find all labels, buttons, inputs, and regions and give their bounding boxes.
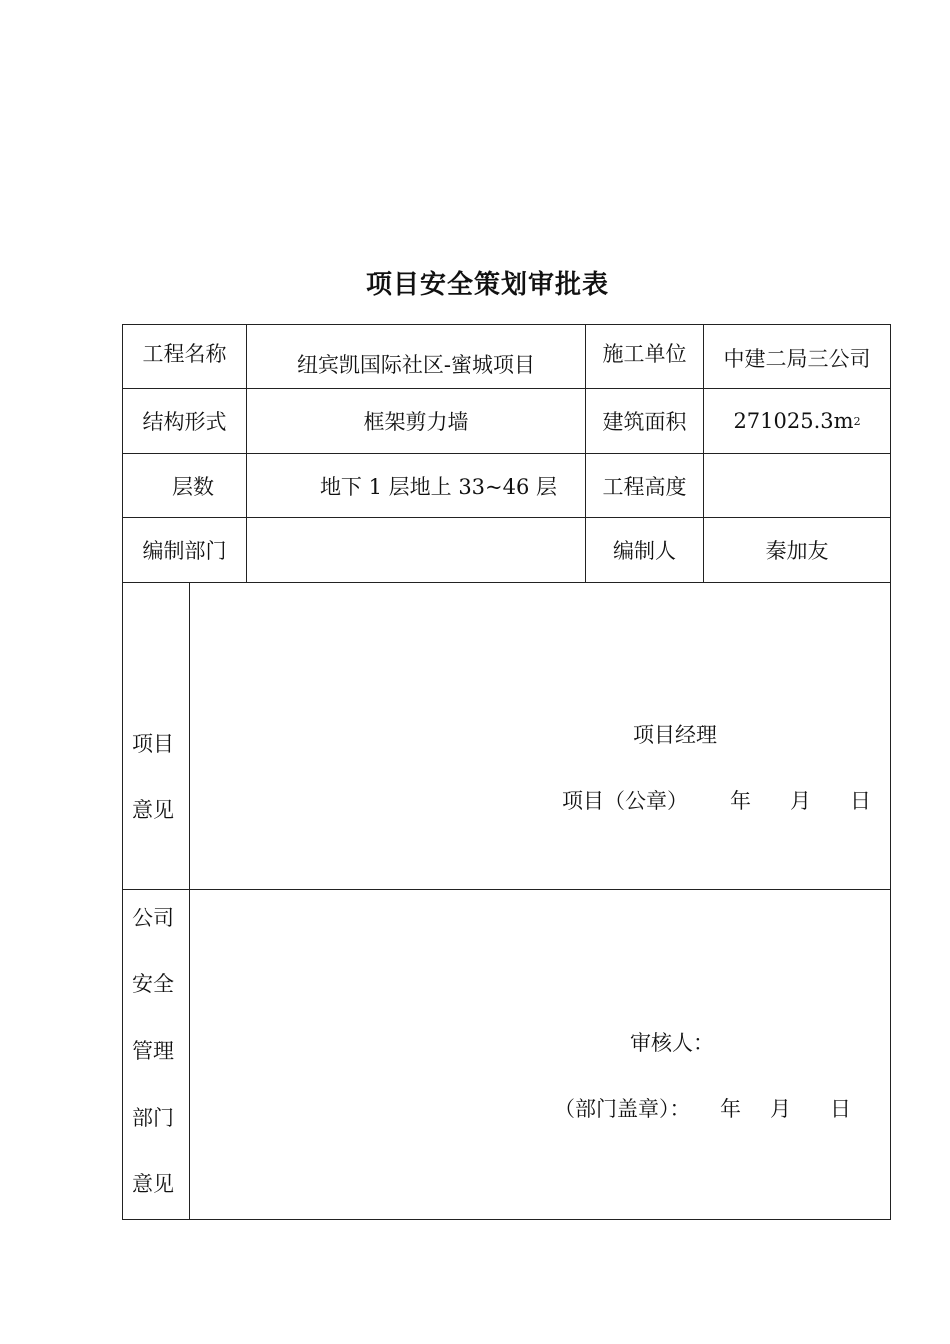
approval-table xyxy=(122,324,891,1220)
document-title: 项目安全策划审批表 xyxy=(365,270,609,300)
col-divider xyxy=(189,582,190,1220)
contractor-label: 施工单位 xyxy=(602,342,687,366)
area-label: 建筑面积 xyxy=(602,410,687,434)
company-month-label: 月 xyxy=(770,1097,791,1121)
table-border-right xyxy=(890,324,891,1220)
floors-label: 层数 xyxy=(172,474,214,499)
company-day-label: 日 xyxy=(830,1097,851,1121)
project-opinion-label-2: 意见 xyxy=(132,798,174,822)
dept-label: 编制部门 xyxy=(142,539,227,563)
project-month-label: 月 xyxy=(790,789,811,813)
project-name-value: 纽宾凯国际社区-蜜城项目 xyxy=(296,353,536,377)
contractor-value: 中建二局三公司 xyxy=(723,347,871,371)
company-year-label: 年 xyxy=(720,1097,741,1121)
company-opinion-label-2: 安全 xyxy=(132,972,174,996)
structure-value: 框架剪力墙 xyxy=(363,410,469,434)
structure-label: 结构形式 xyxy=(142,410,227,434)
company-opinion-label-4: 部门 xyxy=(132,1106,174,1130)
area-value xyxy=(704,389,890,453)
project-day-label: 日 xyxy=(850,789,871,813)
project-opinion-label-1: 项目 xyxy=(132,732,174,756)
row-divider xyxy=(122,889,891,890)
row-divider xyxy=(122,582,891,583)
project-manager-label: 项目经理 xyxy=(633,723,717,747)
table-border-bottom xyxy=(122,1219,891,1220)
company-opinion-label-1: 公司 xyxy=(132,906,174,930)
floors-value: 地下 1 层地上 33~46 层 xyxy=(319,474,558,499)
company-opinion-label-3: 管理 xyxy=(132,1039,174,1063)
dept-value xyxy=(247,518,585,582)
area-unit-exponent: 2 xyxy=(853,414,861,428)
company-opinion-label-5: 意见 xyxy=(132,1172,174,1196)
dept-seal-label: （部门盖章）： xyxy=(554,1097,691,1121)
height-value xyxy=(704,454,890,517)
area-number: 271025.3m xyxy=(733,409,854,433)
project-seal-label: 项目（公章） xyxy=(562,789,688,813)
table-border-top xyxy=(122,324,891,325)
project-name-label: 工程名称 xyxy=(142,342,227,366)
project-year-label: 年 xyxy=(730,789,751,813)
author-value: 秦加友 xyxy=(765,539,829,563)
height-label: 工程高度 xyxy=(602,474,687,499)
reviewer-label: 审核人： xyxy=(630,1031,714,1055)
author-label: 编制人 xyxy=(613,539,676,563)
